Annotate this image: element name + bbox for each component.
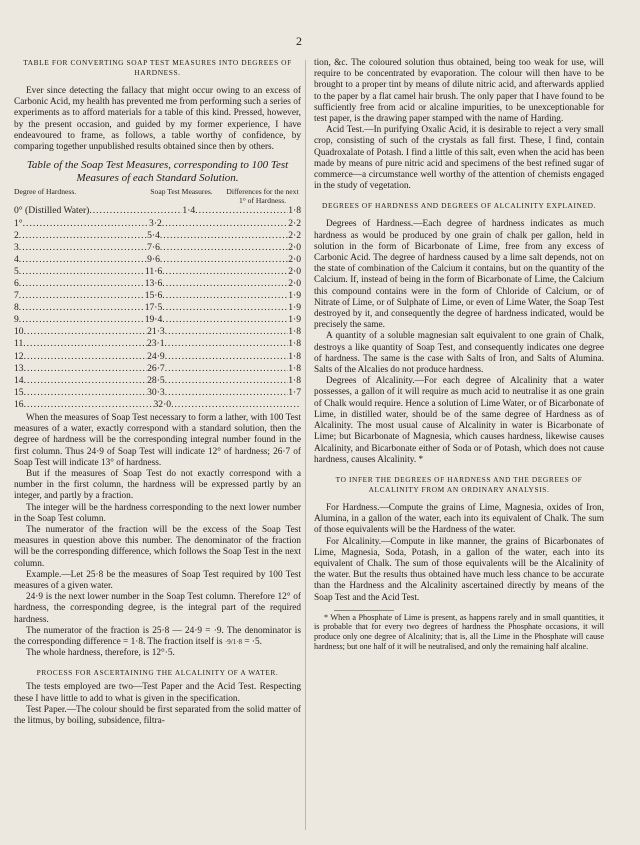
dot-leader [24,351,148,363]
difference-cell: 1·8 [288,350,302,362]
paragraph: Acid Test.—In purifying Oxalic Acid, it is desirable to reject a very small crop, consisting of such of the crystals as fall first. These, I find, contain Quadroxalate of Potash. I find a little of this salt, even when the acid has been made by means of pure nitric acid and specimens of the best refined sugar of commerce—a circumstance well worthy of the attention of chemists engaged in the study of vegetation. [314,125,604,192]
page-number: 2 [296,34,302,48]
paragraph: The tests employed are two—Test Paper and the Acid Test. Respecting these I have little to add to what is given in the specification. [14,682,301,704]
paragraph: The integer will be the hardness corresponding to the next lower number in the Soap Test column. [14,502,301,524]
dot-leader [19,278,145,290]
footnote-rule [334,610,394,611]
degree-cell: 3 [14,241,19,253]
paragraph: A quantity of a soluble magnesian salt equivalent to one grain of Chalk, destroys a like quantity of Soap Test, and consequently indicates one degree of hardness. The same is the case with Salts of Iron, and Salts of Alumina. Salts of the Alcalies do not produce hardness. [314,331,604,376]
dot-leader [160,242,288,254]
dot-leader [162,266,288,278]
difference-cell: 1·8 [288,326,302,338]
hardness-table [14,205,301,411]
dot-leader [162,278,288,290]
soap-measure-cell: 30·3 [147,386,165,398]
dot-leader [160,254,288,266]
dot-leader [19,230,147,242]
dot-leader [24,399,154,411]
paragraph: The whole hardness, therefore, is 12°·5. [26,648,175,659]
table-row [14,387,301,399]
difference-cell: 2·0 [288,241,302,253]
table-title: Table of the Soap Test Measures, corresponding to 100 Test Measures of each Standard Solution. [26,159,289,185]
table-row [14,278,301,290]
dot-leader [165,375,289,387]
table-row [14,399,301,411]
dot-leader [19,290,145,302]
dot-leader [19,314,145,326]
dot-leader [162,290,288,302]
soap-measure-cell: 17·5 [144,302,163,314]
left-column [14,58,301,727]
degree-cell: 1° [14,217,23,229]
difference-cell: 1·8 [288,362,302,374]
soap-measure-cell: 21·3 [147,326,165,338]
degree-cell: 5 [14,265,19,277]
table-header [14,188,301,205]
degree-cell: 7 [14,290,19,302]
degree-cell: 13 [14,362,24,374]
dot-leader [24,387,148,399]
table-row [14,242,301,254]
dot-leader [89,205,182,217]
table-row [14,205,301,217]
soap-measure-cell: 32·0 [153,398,172,410]
difference-cell: 2·2 [288,229,302,241]
dot-leader [24,363,148,375]
difference-cell: 1·7 [288,386,302,398]
section-heading: TO INFER THE DEGREES OF HARDNESS AND THE DEGREES OF ALCALINITY FROM AN ORDINARY ANALYSIS. [335,474,583,494]
table-row [14,218,301,230]
soap-measure-cell: 19·4 [144,314,163,326]
dot-leader [24,326,148,338]
footnote: * When a Phosphate of Lime is present, as happens rarely and in small quantities, it is probable that for every two degrees of hardness the Phosphate occasions, it will produce only one degree of Alcalinity; that is, all the Lime in the Phosphate will cause hardness; but one half of it will be neutralised, and only the remaining half alcaline. [314,612,604,651]
section-heading: PROCESS FOR ASCERTAINING THE ALCALINITY OF A WATER. [36,668,279,678]
table-row [14,363,301,375]
paragraph: Test Paper.—The colour should be first separated from the solid matter of the litmus, by boiling, subsidence, filtra- [14,704,301,727]
degree-cell: 9 [14,314,19,326]
degree-cell: 4 [14,253,19,265]
difference-cell: 2·0 [288,265,302,277]
paragraph: 24·9 is the next lower number in the Soap Test column. Therefore 12° of hardness, the corresponding degree, is the integral part of the required hardness. [14,592,301,625]
dot-leader [165,387,289,399]
soap-measure-cell: 23·1 [146,338,165,350]
dot-leader [162,314,288,326]
degree-cell: 8 [14,302,19,314]
table-row [14,302,301,314]
section-heading: DEGREES OF HARDNESS AND DEGREES OF ALCALINITY EXPLAINED. [322,201,596,211]
degree-cell: 11 [14,338,24,350]
dot-leader [24,375,148,387]
dot-leader [165,363,289,375]
paragraph: tion, &c. The coloured solution thus obtained, being too weak for use, will require to be concentrated by evaporation. The colour will then have to be brought to a proper tint by means of dilute nitric acid, and afterwards applied to the paper by a flat camel hair brush. The only paper that I have found to be sufficiently free from acid or alcaline impurities, to be unexceptionable for test paper, is the drawing paper stamped with the name of Harding. [314,58,604,125]
soap-measure-cell: 26·7 [147,362,165,374]
soap-measure-cell: 24·9 [147,350,165,362]
degree-cell: 14 [14,374,24,386]
difference-cell: 2·0 [288,253,302,265]
soap-measure-cell: 7·6 [147,241,160,253]
difference-cell: 1·9 [288,290,301,302]
degree-cell: 16 [14,398,24,410]
difference-cell: 1·8 [288,205,302,217]
table-row [14,338,301,350]
dot-leader [162,218,288,230]
dot-leader [19,302,145,314]
col-diff-header: Differences for the next 1° of Hardness. [226,187,299,205]
paragraph: The numerator of the fraction will be the excess of the Soap Test measures in question above this number. The denominator of the fraction will be the corresponding difference, which follows the Soap Test in the next column. [14,525,301,569]
table-row [14,326,301,338]
dot-leader [23,338,147,350]
degree-cell: 0° (Distilled Water) [14,205,90,217]
dot-leader [19,266,145,278]
soap-measure-cell: 11·6 [144,265,163,277]
dot-leader [165,338,289,350]
table-row [14,314,301,326]
paragraph: When the measures of Soap Test necessary to form a lather, with 100 Test measures of a water, exactly correspond with a standard solution, then the degree of hardness will be the corresponding integral number found in the first column. Thus 24·9 of Soap Test will indicate 12° of hardness; 26·7 of Soap Test will indicate 13° of hardness. [14,413,301,468]
paragraph: Example.—Let 25·8 be the measures of Soap Test required by 100 Test measures of a given water. [14,569,301,592]
table-row [14,266,301,278]
soap-measure-cell: 3·2 [149,217,162,229]
paragraph: Degrees of Alcalinity.—For each degree of Alcalinity that a water possesses, a gallon of it will require as much acid to neutralise it as one grain of Chalk would require. Hence a solution of Lime Water, or of Bicarbonate of Lime, in distilled water, should be of the same degree of Hardness as of Alcalinity. The most usual cause of Alcalinity in water is Bicarbonate of Lime; but Bicarbonate of Magnesia, which causes hardness, likewise causes Alcalinity, and Bicarbonate either of Soda or of Potash, which does not cause hardness, causes Alcalinity. * [314,376,604,465]
degree-cell: 2 [14,229,19,241]
dot-leader [165,326,289,338]
soap-measure-cell: 13·6 [144,277,163,289]
dot-leader [23,218,149,230]
dot-leader [171,399,301,411]
table-row [14,254,301,266]
fraction-value: ·9/1·8 [224,638,243,647]
dot-leader [195,205,288,217]
fraction-result: = ·5. [244,637,262,648]
difference-cell: 1·8 [288,374,302,386]
soap-measure-cell: 1·4 [182,205,196,217]
soap-measure-cell: 9·6 [147,253,160,265]
dot-leader [19,254,147,266]
col-degree-header: Degree of Hardness. [14,187,77,197]
difference-cell: 1·8 [288,338,302,350]
paragraph [14,626,301,648]
soap-measure-cell: 28·5 [147,374,165,386]
col-soap-header: Soap Test Measures. [150,187,213,197]
dot-leader [160,230,288,242]
degree-cell: 10 [14,326,24,338]
degree-cell: 6 [14,277,19,289]
difference-cell: 1·9 [288,302,301,314]
difference-cell: 2·0 [288,277,301,289]
intro-paragraph: Ever since detecting the fallacy that might occur owing to an excess of Carbonic Acid, my health has prevented me from performing such a series of experiments as to afford materials for a table of this kind. Pressed, however, by the present occasion, and guided by my former experience, I have endeavoured to frame, as follows, a table worthy of confidence, by comparing together unpublished results obtained since then by others. [14,86,301,153]
dot-leader [165,351,289,363]
fraction-text: The numerator of the fraction is 25·8 — 24·9 = ·9. The denominator is the corresponding difference = 1·8. The fraction itself is [14,625,301,648]
paragraph: Degrees of Hardness.—Each degree of hardness indicates as much hardness as would be produced by one grain of chalk per gallon, held in solution in the form of Bicarbonate of Lime, free from any excess of Carbonic Acid. The degree of hardness caused by a lime salt depends, not on the state of combination of the Calcium it contains, but on the quantity of the Calcium. If, instead of being in the form of Bicarbonate of Lime, the Calcium this compound contains were in the form of Chloride of Calcium, or of Nitrate of Lime, or of Sulphate of Lime, or even of Lime Water, the Soap Test destroyed by it, and consequently the degree of hardness indicated, would be precisely the same. [314,219,604,331]
right-column [314,58,604,651]
table-heading: TABLE FOR CONVERTING SOAP TEST MEASURES INTO DEGREES OF HARDNESS. [23,58,292,77]
paragraph: For Alcalinity.—Compute in like manner, the grains of Bicarbonates of Lime, Magnesia, Soda, Potash, in a gallon of the water, each into its equivalent of Chalk. The sum of those equivalents will be the Alcalinity of the water. But the results thus obtained have much less chance to be accurate than the Hardness and the Alcalinity ascertained directly by means of the Soap Test and the Acid Test. [314,536,604,603]
table-row [14,290,301,302]
dot-leader [19,242,147,254]
soap-measure-cell: 15·6 [144,290,163,302]
degree-cell: 12 [14,350,24,362]
difference-cell: 2·2 [288,217,302,229]
degree-cell: 15 [14,386,24,398]
paragraph: But if the measures of Soap Test do not exactly correspond with a number in the first column, the hardness will be expressed partly by an integer, and partly by a fraction. [14,469,301,502]
table-row [14,375,301,387]
difference-cell: 1·9 [288,314,301,326]
table-row [14,351,301,363]
paragraph: For Hardness.—Compute the grains of Lime, Magnesia, oxides of Iron, Alumina, in a gallon of the water, each into its equivalent of Chalk. The sum of those equivalents will be the Hardness of the water. [314,502,604,536]
table-row [14,230,301,242]
dot-leader [162,302,288,314]
soap-measure-cell: 5·4 [147,229,160,241]
column-divider [305,60,306,830]
